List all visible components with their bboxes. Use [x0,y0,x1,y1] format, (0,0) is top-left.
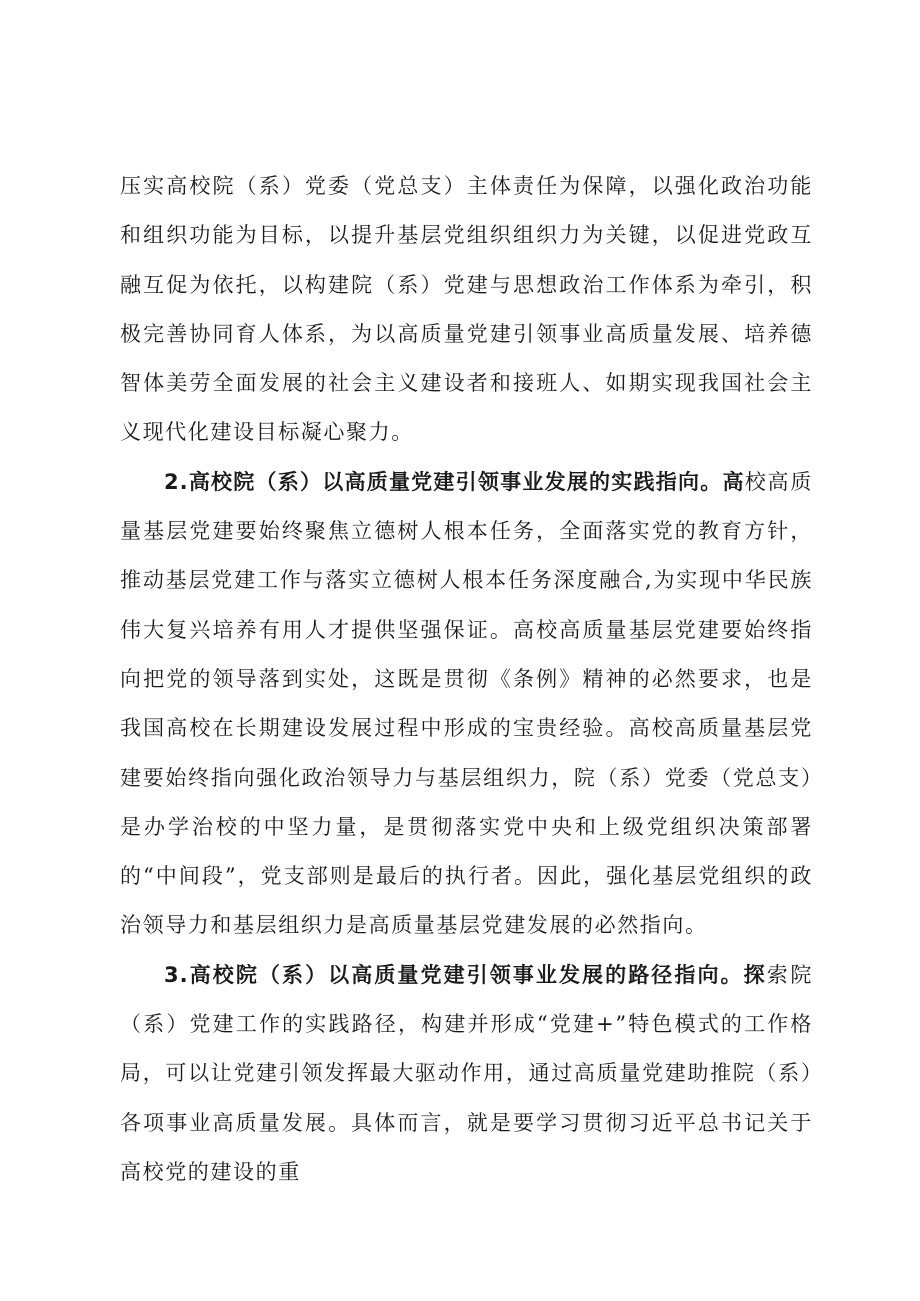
document-body [120,162,813,1197]
paragraph-3 [120,951,813,1197]
section-3-heading: 3.高校院（系）以高质量党建引领事业发展的路径指向。探 [164,962,767,987]
paragraph-2 [120,458,813,951]
paragraph-2-text: 校高质量基层党建要始终聚焦立德树人根本任务，全面落实党的教育方针，推动基层党建工作与落实立德树人根本任务深度融合,为实现中华民族伟大复兴培养有用人才提供坚强保证。高校高质量基层党建要始终指向把党的领导落到实处，这既是贯彻《条例》精神的必然要求，也是我国高校在长期建设发展过程中形成的宝贵经验。高校高质量基层党建要始终指向强化政治领导力与基层组织力，院（系）党委（党总支）是办学治校的中坚力量，是贯彻落实党中央和上级党组织决策部署的“中间段”，党支部则是最后的执行者。因此，强化基层党组织的政治领导力和基层组织力是高质量基层党建发展的必然指向。 [120,469,813,938]
paragraph-1-text: 压实高校院（系）党委（党总支）主体责任为保障，以强化政治功能和组织功能为目标，以提升基层党组织组织力为关键，以促进党政互融互促为依托，以构建院（系）党建与思想政治工作体系为牵引，积极完善协同育人体系，为以高质量党建引领事业高质量发展、培养德智体美劳全面发展的社会主义建设者和接班人、如期实现我国社会主义现代化建设目标凝心聚力。 [120,174,813,445]
paragraph-3-text: 索院（系）党建工作的实践路径，构建并形成“党建+”特色模式的工作格局，可以让党建引领发挥最大驱动作用，通过高质量党建助推院（系）各项事业高质量发展。具体而言，就是要学习贯彻习近平总书记关于高校党的建设的重 [120,962,814,1184]
section-2-heading: 2.高校院（系）以高质量党建引领事业发展的实践指向。高 [164,469,745,494]
paragraph-1 [120,162,813,458]
